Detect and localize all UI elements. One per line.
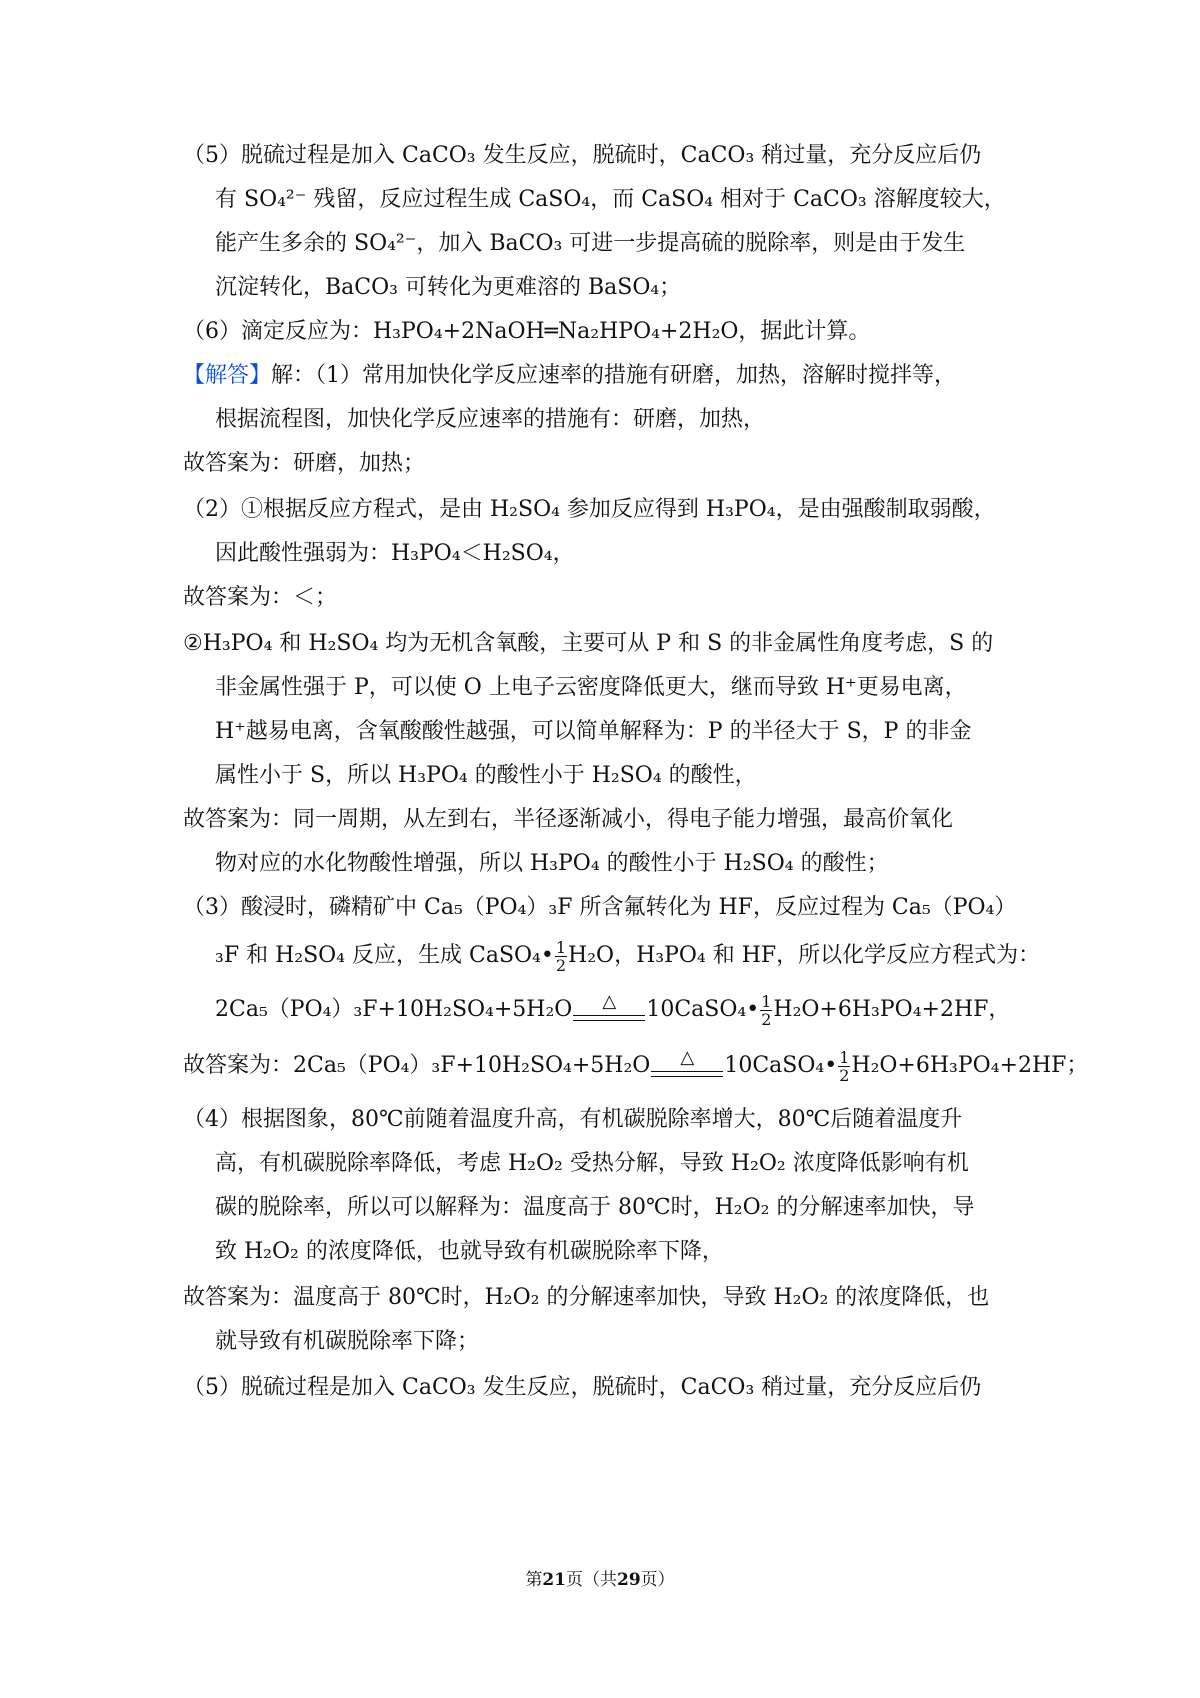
text-line: （5）脱硫过程是加入 CaCO₃ 发生反应，脱硫时，CaCO₃ 稍过量，充分反应后仍 — [183, 143, 982, 168]
text-line: （2）①根据反应方程式，是由 H₂SO₄ 参加反应得到 H₃PO₄，是由强酸制取弱酸， — [183, 497, 996, 522]
equation-line — [183, 1046, 1200, 1086]
text-line: 就导致有机碳脱除率下降； — [215, 1329, 480, 1354]
fraction-numerator: 1 — [555, 937, 567, 957]
text-line: 非金属性强于 P，可以使 O 上电子云密度降低更大，继而导致 H⁺更易电离， — [215, 675, 967, 700]
text-line: ②H₃PO₄ 和 H₂SO₄ 均为无机含氧酸，主要可从 P 和 S 的非金属性角度考虑，S 的 — [183, 631, 994, 656]
text-line: 属性小于 S，所以 H₃PO₄ 的酸性小于 H₂SO₄ 的酸性， — [215, 763, 757, 788]
current-page-number: 21 — [542, 1570, 566, 1590]
text-span: 解：（1）常用加快化学反应速率的措施有研磨，加热，溶解时搅拌等， — [271, 363, 957, 388]
text-span: 10CaSO₄• — [724, 1053, 838, 1078]
text-span: 2Ca₅（PO₄）₃F+10H₂SO₄+5H₂O — [215, 997, 573, 1022]
fraction-one-half — [838, 1049, 850, 1084]
fraction-one-half — [555, 939, 567, 974]
text-line: 故答案为：研磨，加热； — [183, 451, 426, 476]
double-line — [651, 1071, 723, 1077]
text-span: 10CaSO₄• — [646, 997, 760, 1022]
fraction-denominator: 2 — [839, 1065, 850, 1085]
answer-heading-line — [183, 356, 1200, 396]
text-line: 因此酸性强弱为：H₃PO₄＜H₂SO₄， — [215, 541, 575, 566]
total-page-count: 29 — [617, 1570, 641, 1590]
footer-middle: 页（共 — [566, 1570, 617, 1590]
fraction-denominator: 2 — [555, 955, 567, 975]
text-line: （4）根据图象，80℃前随着温度升高，有机碳脱除率增大，80℃后随着温度升 — [183, 1107, 963, 1132]
text-span: H₂O+6H₃PO₄+2HF， — [773, 997, 1011, 1022]
text-span: H₂O，H₃PO₄ 和 HF，所以化学反应方程式为： — [568, 943, 1041, 968]
heat-symbol-icon: △ — [680, 1047, 695, 1068]
text-line: 故答案为：同一周期，从左到右，半径逐渐减小，得电子能力增强，最高价氧化 — [183, 807, 954, 832]
heating-condition-arrow — [573, 991, 645, 1025]
text-span: 故答案为：2Ca₅（PO₄）₃F+10H₂SO₄+5H₂O — [183, 1053, 651, 1078]
answer-tag: 【解答】 — [183, 363, 272, 388]
text-line: （3）酸浸时，磷精矿中 Ca₅（PO₄）₃F 所含氟转化为 HF，反应过程为 Ca₅（PO₄） — [183, 895, 1017, 920]
text-line: 沉淀转化，BaCO₃ 可转化为更难溶的 BaSO₄； — [215, 275, 682, 300]
fraction-numerator: 1 — [761, 991, 772, 1011]
heat-symbol-icon: △ — [602, 991, 617, 1012]
fraction-denominator: 2 — [761, 1009, 772, 1029]
text-line: H⁺越易电离，含氧酸酸性越强，可以简单解释为：P 的半径大于 S，P 的非金 — [215, 719, 972, 744]
fraction-numerator: 1 — [839, 1047, 850, 1067]
text-line: 根据流程图，加快化学反应速率的措施有：研磨，加热， — [215, 407, 766, 432]
text-line: （5）脱硫过程是加入 CaCO₃ 发生反应，脱硫时，CaCO₃ 稍过量，充分反应后仍 — [183, 1375, 982, 1400]
text-line: 能产生多余的 SO₄²⁻，加入 BaCO₃ 可进一步提高硫的脱除率，则是由于发生 — [215, 231, 966, 256]
fraction-one-half — [760, 993, 772, 1028]
page-footer — [0, 1565, 1200, 1590]
text-line: 碳的脱除率，所以可以解释为：温度高于 80℃时，H₂O₂ 的分解速率加快，导 — [215, 1195, 975, 1220]
equation-line — [215, 990, 1200, 1030]
text-span: H₂O+6H₃PO₄+2HF； — [851, 1053, 1089, 1078]
footer-suffix: 页） — [640, 1570, 675, 1590]
text-span: ₃F 和 H₂SO₄ 反应，生成 CaSO₄• — [215, 943, 554, 968]
double-line — [573, 1015, 645, 1021]
footer-prefix: 第 — [525, 1570, 543, 1590]
text-line: （6）滴定反应为：H₃PO₄+2NaOH═Na₂HPO₄+2H₂O，据此计算。 — [183, 319, 871, 344]
text-line: 高，有机碳脱除率降低，考虑 H₂O₂ 受热分解，导致 H₂O₂ 浓度降低影响有机 — [215, 1151, 969, 1176]
text-line: 有 SO₄²⁻ 残留，反应过程生成 CaSO₄，而 CaSO₄ 相对于 CaCO₃ 溶解度较大， — [215, 187, 1006, 212]
text-line: 故答案为：＜； — [183, 585, 338, 610]
text-line: 物对应的水化物酸性增强，所以 H₃PO₄ 的酸性小于 H₂SO₄ 的酸性； — [215, 851, 889, 876]
equation-line — [215, 936, 1200, 976]
text-line: 故答案为：温度高于 80℃时，H₂O₂ 的分解速率加快，导致 H₂O₂ 的浓度降低，也 — [183, 1285, 990, 1310]
text-line: 致 H₂O₂ 的浓度降低，也就导致有机碳脱除率下降， — [215, 1239, 724, 1264]
heating-condition-arrow — [651, 1047, 723, 1081]
